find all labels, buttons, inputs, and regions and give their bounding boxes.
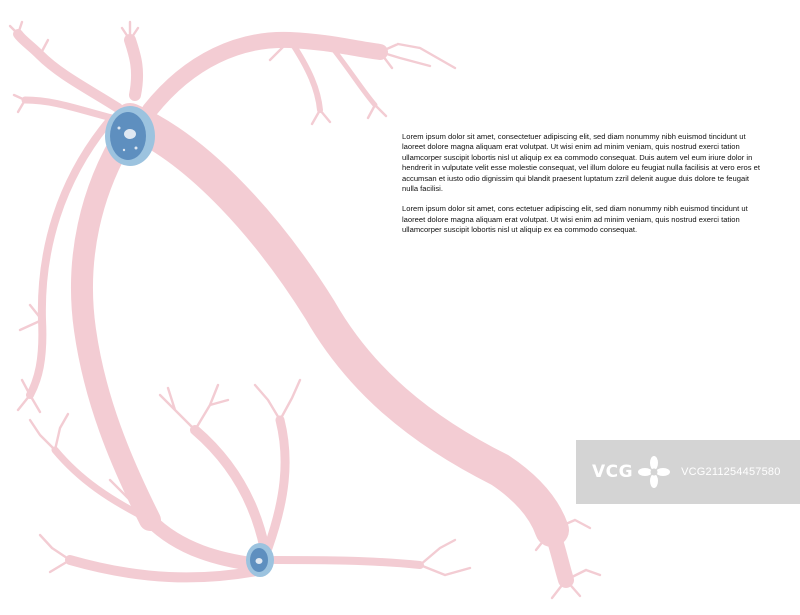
upper-right-sub xyxy=(290,40,320,110)
lower-cell-body xyxy=(246,543,274,577)
lower-right-branch xyxy=(275,560,420,565)
lower-up-branch-2 xyxy=(268,420,285,548)
paragraph-1: Lorem ipsum dolor sit amet, consectetuer adipiscing elit, sed diam nonummy nibh euismod tincidunt ut laoreet dolore magna aliquam erat volutpat. Ut wisi enim ad minim veniam, quis nostrud exerci tation ullamcorper suscipit lobortis nisl ut aliquip ex ea commodo consequat. Duis autem vel eum iriure dolor in hendrerit in vulputate velit esse molestie consequat, vel illum dolore eu feugiat nulla facilisis at vero eros et accumsan et iusto odio dignissim qui blandit praesent luptatum zzril delenit augue duis dolore te feugait nulla facilisi. xyxy=(402,132,760,194)
upper-right-dendrite xyxy=(150,40,380,110)
upper-left-trunk xyxy=(82,130,150,520)
text-block xyxy=(402,132,764,246)
watermark-logo: VCG xyxy=(592,462,634,482)
upper-cell-body xyxy=(105,106,155,166)
paragraph-2: Lorem ipsum dolor sit amet, cons ectetuer adipiscing elit, sed diam nonummy nibh euismod tincidunt ut laoreet dolore magna aliquam erat volutpat. Ut wisi enim ad minim veniam, quis nostrud exerci tation ullamcorper suscipit lobortis nisl ut aliquip ex ea commodo consequat. xyxy=(402,204,748,235)
watermark xyxy=(576,440,800,504)
watermark-id: VCG211254457580 xyxy=(681,466,781,478)
upper-left-branch-2 xyxy=(25,100,112,118)
lower-up-branch-1 xyxy=(195,430,265,550)
upper-top-branch xyxy=(130,40,137,95)
lower-trunk-left xyxy=(150,520,258,565)
vcg-flower-icon xyxy=(637,455,671,489)
